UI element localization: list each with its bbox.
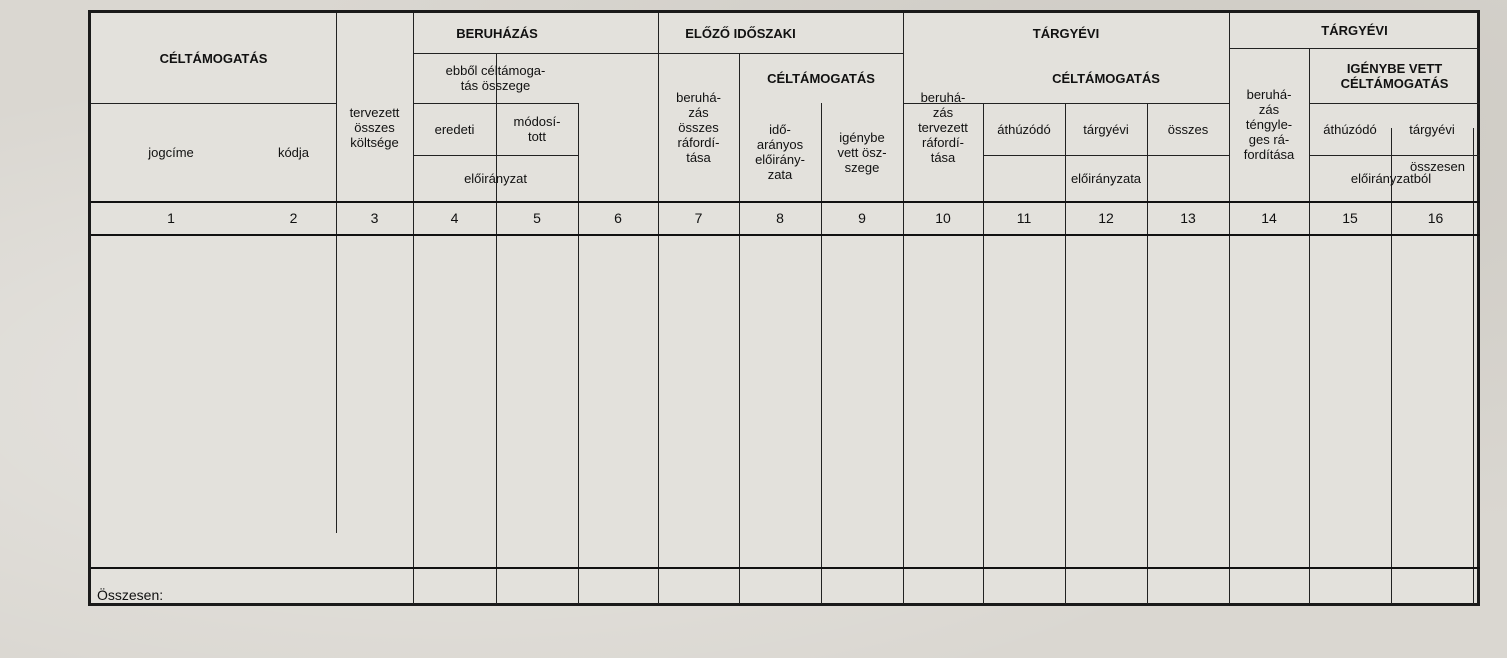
col-number: 6 <box>614 210 622 226</box>
celtamogatas-header: CÉLTÁMOGATÁS <box>159 50 268 66</box>
eredeti-header: eredeti <box>434 121 475 137</box>
col-number: 16 <box>1427 210 1444 226</box>
beruhazas-osszes-raforditasa-header: beruhá- zás összes ráfordí- tása <box>676 89 721 165</box>
jogcime-header: jogcíme <box>148 144 194 160</box>
col-line <box>578 103 579 604</box>
numbers-separator <box>91 234 1480 236</box>
col-number: 13 <box>1180 210 1196 226</box>
igenybe-vett-osszege-header: igénybe vett ösz- szege <box>837 129 887 175</box>
athuzodo-header-2: áthúzódó <box>1323 121 1377 137</box>
celtamogatas-sub-header-2: CÉLTÁMOGATÁS <box>1052 70 1160 86</box>
idoaranyos-header: idő- arányos előirány- zata <box>755 122 805 182</box>
total-separator <box>91 567 1480 569</box>
beruhazas-header: BERUHÁZÁS <box>456 25 538 41</box>
osszes-header: összes <box>1167 121 1209 137</box>
col-number: 2 <box>289 210 298 226</box>
col-number: 8 <box>776 210 784 226</box>
col-number: 11 <box>1016 210 1032 226</box>
col-number: 4 <box>450 210 459 226</box>
col-number: 9 <box>858 210 866 226</box>
beruhazas-tenyleges-raforditasa-header: beruhá- zás téngyle- ges rá- fordítása <box>1243 87 1295 162</box>
targyevi-sub-header-2: tárgyévi <box>1409 121 1455 137</box>
modositott-header: módosí- tott <box>513 114 561 144</box>
osszesen-header: összesen <box>1410 158 1465 174</box>
total-label: Összesen: <box>97 587 164 603</box>
budget-table <box>88 10 1480 606</box>
targyevi-header: TÁRGYÉVI <box>1032 25 1100 41</box>
athuzodo-header: áthúzódó <box>997 121 1051 137</box>
col-number: 15 <box>1342 210 1358 226</box>
col-number: 1 <box>167 210 175 226</box>
beruhazas-tervezett-raforditasa-header: beruhá- zás tervezett ráfordí- tása <box>918 89 968 165</box>
celtamogatas-sub-header: CÉLTÁMOGATÁS <box>767 70 875 86</box>
col-number: 7 <box>694 210 703 226</box>
targyevi-header-2: TÁRGYÉVI <box>1321 23 1388 38</box>
eloiranyzata-header: előirányzata <box>1070 170 1142 186</box>
eloiranyzat-header: előirányzat <box>464 170 527 186</box>
col-number: 5 <box>533 210 541 226</box>
kodja-header: kódja <box>277 144 310 160</box>
elozo-idoszaki-header: ELŐZŐ IDŐSZAKI <box>685 25 796 41</box>
col-number: 3 <box>370 210 379 226</box>
eloiranyzatbol-header: előirányzatból <box>1350 170 1432 186</box>
col-number: 10 <box>935 210 951 226</box>
targyevi-sub-header: tárgyévi <box>1083 121 1129 137</box>
ebbol-celtamogatas-header: ebből céltámoga- tás összege <box>445 63 546 93</box>
igenybe-vett-celtamogatas-header: IGÉNYBE VETT CÉLTÁMOGATÁS <box>1340 60 1449 91</box>
col-number: 14 <box>1261 210 1277 226</box>
col-number: 12 <box>1098 210 1114 226</box>
tervezett-koltseg-header: tervezett összes költsége <box>349 104 400 150</box>
